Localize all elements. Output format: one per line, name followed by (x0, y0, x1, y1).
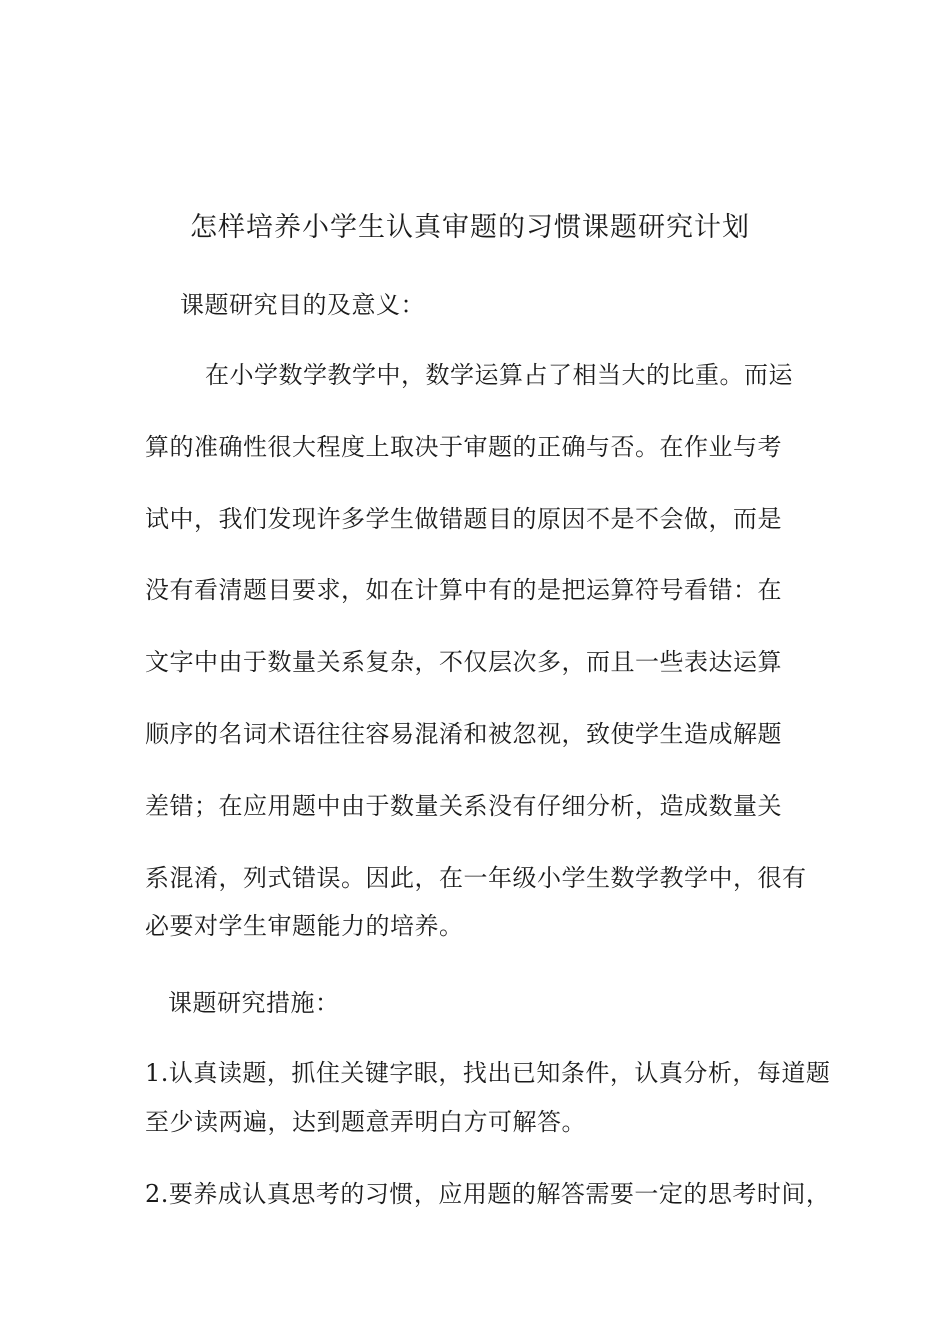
section-heading-purpose: 课题研究目的及意义： (180, 291, 425, 319)
paragraph-line: 在小学数学教学中，数学运算占了相当大的比重。而运 (205, 361, 793, 389)
paragraph-line: 必要对学生审题能力的培养。 (145, 912, 464, 940)
paragraph-line: 文字中由于数量关系复杂，不仅层次多，而且一些表达运算 (145, 648, 782, 676)
list-item-line: 2.要养成认真思考的习惯，应用题的解答需要一定的思考时间， (145, 1180, 831, 1208)
document-title: 怎样培养小学生认真审题的习惯课题研究计划 (190, 212, 750, 243)
paragraph-line: 试中，我们发现许多学生做错题目的原因不是不会做，而是 (145, 505, 782, 533)
paragraph-line: 没有看清题目要求，如在计算中有的是把运算符号看错：在 (145, 576, 782, 604)
list-item-line: 1.认真读题，抓住关键字眼，找出已知条件，认真分析，每道题 (145, 1059, 831, 1087)
section-heading-measures: 课题研究措施： (168, 989, 340, 1017)
paragraph-line: 差错；在应用题中由于数量关系没有仔细分析，造成数量关 (145, 792, 782, 820)
paragraph-line: 算的准确性很大程度上取决于审题的正确与否。在作业与考 (145, 433, 782, 461)
paragraph-line: 顺序的名词术语往往容易混淆和被忽视，致使学生造成解题 (145, 720, 782, 748)
paragraph-line: 系混淆，列式错误。因此，在一年级小学生数学教学中，很有 (145, 864, 807, 892)
list-item-line: 至少读两遍，达到题意弄明白方可解答。 (145, 1108, 586, 1136)
